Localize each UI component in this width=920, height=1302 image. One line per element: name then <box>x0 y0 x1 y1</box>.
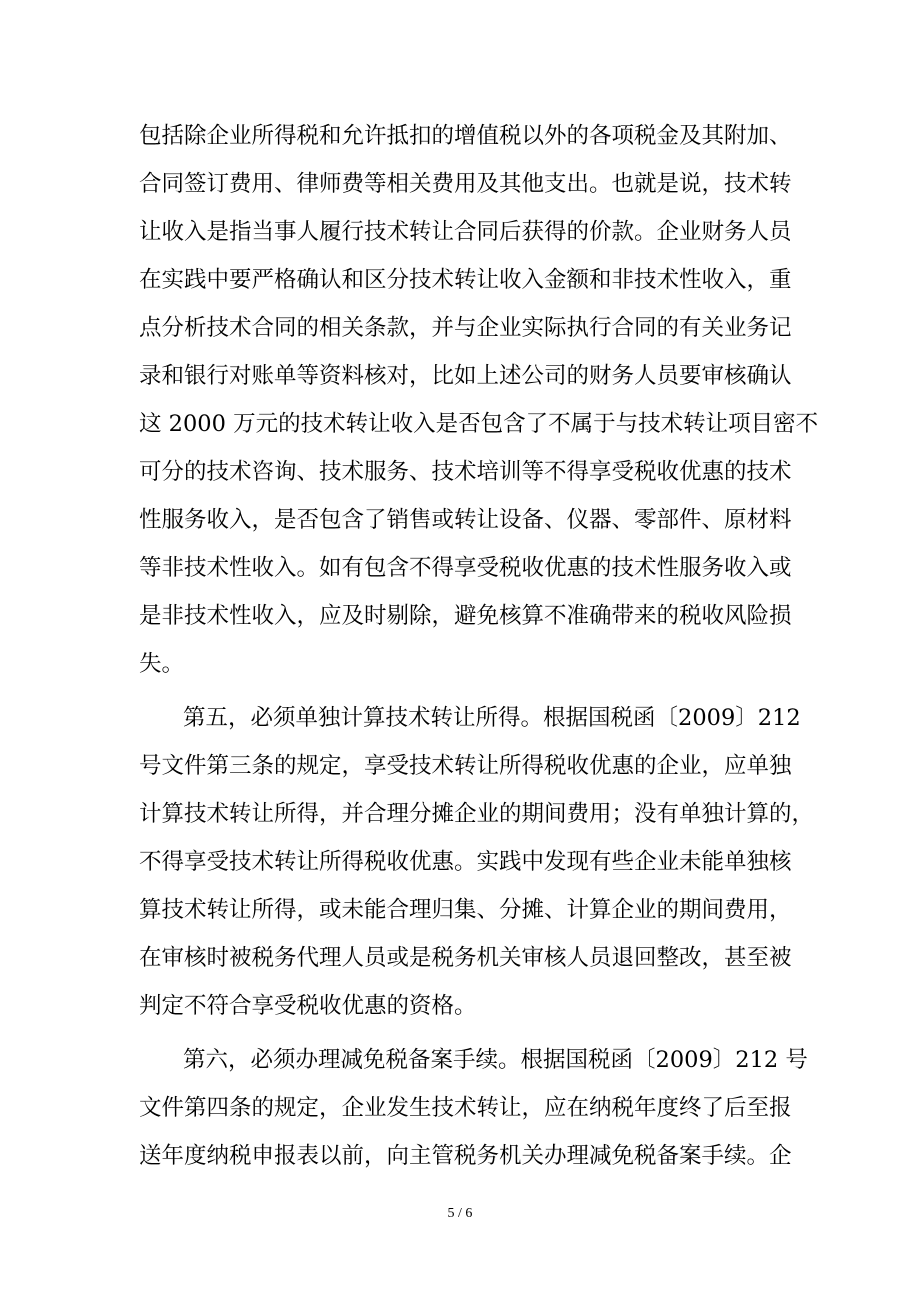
paragraph-first-line: 第六，必须办理减免税备案手续。根据国税函〔2009〕212 号 <box>183 1047 808 1073</box>
text-line: 判定不符合享受税收优惠的资格。 <box>139 993 477 1019</box>
text-line: 算技术转让所得，或未能合理归集、分摊、计算企业的期间费用， <box>139 897 792 923</box>
text-line: 文件第四条的规定，企业发生技术转让，应在纳税年度终了后至报 <box>139 1095 792 1121</box>
text-line: 让收入是指当事人履行技术转让合同后获得的价款。企业财务人员 <box>139 219 792 245</box>
text-line: 送年度纳税申报表以前，向主管税务机关办理减免税备案手续。企 <box>139 1143 792 1169</box>
text-line: 是非技术性收入，应及时剔除，避免核算不准确带来的税收风险损 <box>139 603 792 629</box>
text-line: 号文件第三条的规定，享受技术转让所得税收优惠的企业，应单独 <box>139 753 792 779</box>
text-line: 包括除企业所得税和允许抵扣的增值税以外的各项税金及其附加、 <box>139 123 792 149</box>
text-line: 不得享受技术转让所得税收优惠。实践中发现有些企业未能单独核 <box>139 849 792 875</box>
page-number: 5 / 6 <box>447 1206 473 1221</box>
text-line: 性服务收入，是否包含了销售或转让设备、仪器、零部件、原材料 <box>139 507 792 533</box>
text-line: 失。 <box>139 651 185 677</box>
text-line: 在审核时被税务代理人员或是税务机关审核人员退回整改，甚至被 <box>139 945 792 971</box>
text-line: 合同签订费用、律师费等相关费用及其他支出。也就是说，技术转 <box>139 171 792 197</box>
text-line: 计算技术转让所得，并合理分摊企业的期间费用；没有单独计算的， <box>139 801 815 827</box>
text-line: 可分的技术咨询、技术服务、技术培训等不得享受税收优惠的技术 <box>139 459 792 485</box>
text-line: 点分析技术合同的相关条款，并与企业实际执行合同的有关业务记 <box>139 315 792 341</box>
text-line: 录和银行对账单等资料核对，比如上述公司的财务人员要审核确认 <box>139 363 792 389</box>
paragraph-first-line: 第五，必须单独计算技术转让所得。根据国税函〔2009〕212 <box>183 705 801 731</box>
text-line: 在实践中要严格确认和区分技术转让收入金额和非技术性收入，重 <box>139 267 792 293</box>
text-line: 等非技术性收入。如有包含不得享受税收优惠的技术性服务收入或 <box>139 555 792 581</box>
text-line: 这 2000 万元的技术转让收入是否包含了不属于与技术转让项目密不 <box>139 411 819 437</box>
